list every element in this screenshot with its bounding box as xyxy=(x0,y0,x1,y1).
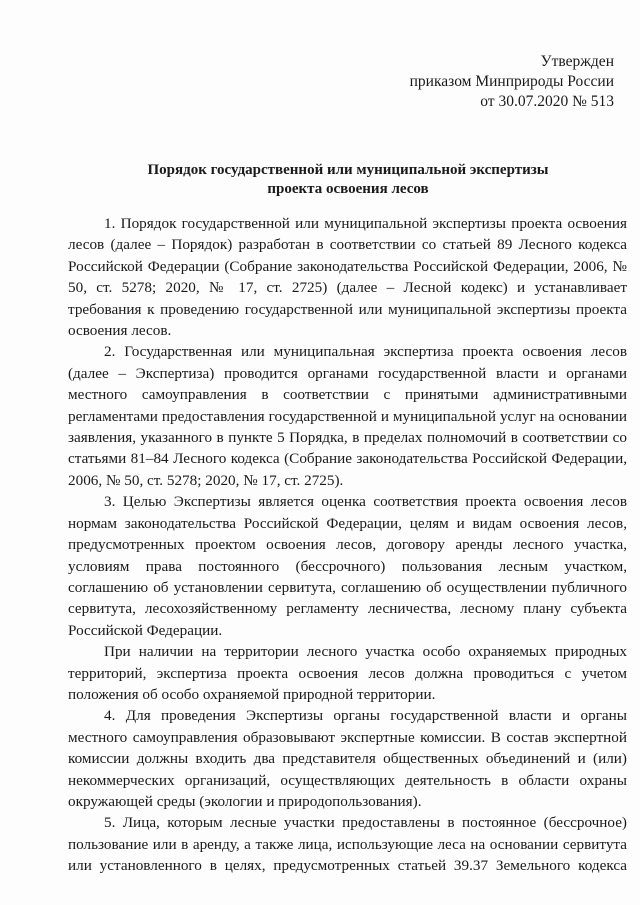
paragraph-item-3-continuation: При наличии на территории лесного участка особо охраняемых природных территорий, экспертиза проекта освоения лесов должна проводиться с учетом положения об особо охраняемой природной территории. xyxy=(68,643,627,703)
document-title-line-2: проекта освоения лесов xyxy=(267,181,429,197)
document-title xyxy=(68,161,628,199)
document-body xyxy=(68,213,627,877)
paragraph-item-1: 1. Порядок государственной или муниципальной экспертизы проекта освоения лесов (далее – Порядок) разработан в соответствии со статьей 89 Лесного кодекса Российской Федерации (Собрание законодательства Российской Федерации, 2006, № 50, ст. 5278; 2020, № 17, ст. 2725) (далее – Лесной кодекс) и устанавливает требования к проведению государственной или муниципальной экспертизы проекта освоения лесов. xyxy=(68,215,627,340)
approval-line-approved: Утвержден xyxy=(540,53,614,70)
approval-line-order: приказом Минприроды России xyxy=(409,73,614,90)
document-title-line-1: Порядок государственной или муниципальной экспертизы xyxy=(147,162,549,178)
paragraph-item-4: 4. Для проведения Экспертизы органы государственной власти и органы местного самоуправления образовывают экспертные комиссии. В состав экспертной комиссии должны входить два представителя общественных объединений и (или) некоммерческих организаций, осуществляющих деятельность в области охраны окружающей среды (экологии и природопользования). xyxy=(68,707,627,810)
paragraph-item-3: 3. Целью Экспертизы является оценка соответствия проекта освоения лесов нормам законодательства Российской Федерации, целям и видам освоения лесов, предусмотренных проектом освоения лесов, договору аренды лесного участка, условиям права постоянного (бессрочного) пользования лесным участком, соглашению об установлении сервитута, соглашению об осуществлении публичного сервитута, лесохозяйственному регламенту лесничества, лесному плану субъекта Российской Федерации. xyxy=(68,493,627,639)
approval-line-date-number: от 30.07.2020 № 513 xyxy=(480,93,614,110)
approval-stamp xyxy=(410,52,614,112)
paragraph-item-5: 5. Лица, которым лесные участки предоставлены в постоянное (бессрочное) пользование или в аренду, а также лица, использующие леса на основании сервитута или установленного в целях, предусмотренных статьей 39.37 Земельного кодекса xyxy=(68,814,627,875)
paragraph-item-2: 2. Государственная или муниципальная экспертиза проекта освоения лесов (далее – Экспертиза) проводится органами государственной власти и органами местного самоуправления в соответствии с принятыми административными регламентами предоставления государственной и муниципальной услуг на основании заявления, указанного в пункте 5 Порядка, в пределах полномочий в соответствии со статьями 81–84 Лесного кодекса (Собрание законодательства Российской Федерации, 2006, № 50, ст. 5278; 2020, № 17, ст. 2725). xyxy=(68,343,627,489)
